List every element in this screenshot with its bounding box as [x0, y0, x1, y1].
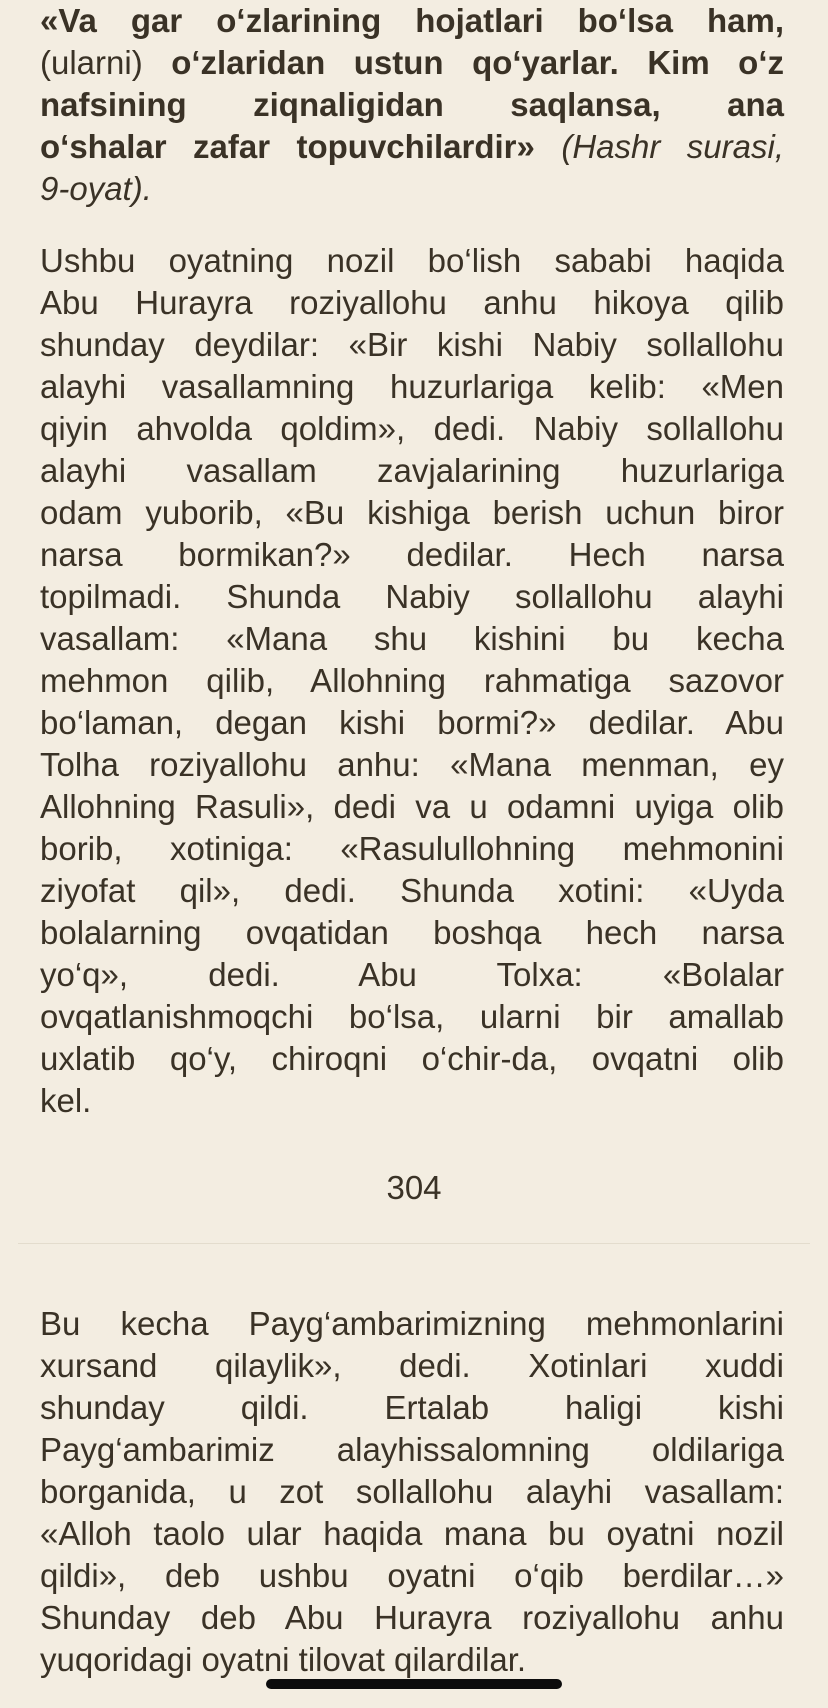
text-line: qildi», deb ushbu oyatni o‘qib berdilar…» — [40, 1557, 784, 1594]
text-line: ovqatlanishmoqchi bo‘lsa, ularni bir amallab — [40, 998, 784, 1035]
text-line: Bu kecha Payg‘ambarimizning mehmonlarini — [40, 1305, 784, 1342]
paragraph-1 — [40, 240, 784, 1122]
text-line: shunday qildi. Ertalab haligi kishi — [40, 1389, 784, 1426]
verse-plain-text: (ularni) — [40, 44, 172, 81]
text-line: xursand qilaylik», dedi. Xotinlari xuddi — [40, 1347, 784, 1384]
verse-line — [40, 42, 784, 84]
verse-reference: 9-oyat). — [40, 170, 152, 207]
reading-page-top — [40, 0, 784, 1122]
home-indicator[interactable] — [266, 1679, 562, 1689]
text-line: «Alloh taolo ular haqida mana bu oyatni nozil — [40, 1515, 784, 1552]
verse-reference: (Hashr surasi, — [534, 128, 784, 165]
text-line: ziyofat qil», dedi. Shunda xotini: «Uyda — [40, 872, 784, 909]
page-number: 304 — [386, 1169, 442, 1206]
text-line: borganida, u zot sollallohu alayhi vasallam: — [40, 1473, 784, 1510]
text-line: bolalarning ovqatidan boshqa hech narsa — [40, 914, 784, 951]
verse-bold-text: nafsining ziqnaligidan saqlansa, ana — [40, 86, 784, 123]
text-line: Allohning Rasuli», dedi va u odamni uyiga olib — [40, 788, 784, 825]
text-line: mehmon qilib, Allohning rahmatiga sazovor — [40, 662, 784, 699]
text-line: narsa bormikan?» dedilar. Hech narsa — [40, 536, 784, 573]
text-line: uxlatib qo‘y, chiroqni o‘chir-da, ovqatni olib — [40, 1040, 784, 1077]
text-line: bo‘laman, degan kishi bormi?» dedilar. Abu — [40, 704, 784, 741]
verse-line — [40, 84, 784, 126]
text-line: Ushbu oyatning nozil bo‘lish sababi haqida — [40, 242, 784, 279]
verse-bold-text: o‘shalar zafar topuvchilardir» — [40, 128, 535, 165]
text-line: alayhi vasallamning huzurlariga kelib: «Men — [40, 368, 784, 405]
text-line: Shunday deb Abu Hurayra roziyallohu anhu — [40, 1599, 784, 1636]
text-line: shunday deydilar: «Bir kishi Nabiy sollallohu — [40, 326, 784, 363]
verse-line — [40, 0, 784, 42]
text-line: yo‘q», dedi. Abu Tolxa: «Bolalar — [40, 956, 784, 993]
text-line: odam yuborib, «Bu kishiga berish uchun biror — [40, 494, 784, 531]
paragraph-2 — [40, 1303, 784, 1681]
text-line: yuqoridagi oyatni tilovat qilardilar. — [40, 1641, 527, 1678]
verse-quote — [40, 0, 784, 210]
text-line: topilmadi. Shunda Nabiy sollallohu alayhi — [40, 578, 784, 615]
text-line: qiyin ahvolda qoldim», dedi. Nabiy sollallohu — [40, 410, 784, 447]
text-line: alayhi vasallam zavjalarining huzurlariga — [40, 452, 784, 489]
paragraph-spacer — [40, 210, 784, 240]
text-line: borib, xotiniga: «Rasulullohning mehmonini — [40, 830, 784, 867]
text-line: Tolha roziyallohu anhu: «Mana menman, ey — [40, 746, 784, 783]
verse-bold-text: o‘zlaridan ustun qo‘yarlar. Kim o‘z — [171, 44, 784, 81]
text-line: Payg‘ambarimiz alayhissalomning oldilariga — [40, 1431, 784, 1468]
text-line: Abu Hurayra roziyallohu anhu hikoya qilib — [40, 284, 784, 321]
text-line: kel. — [40, 1082, 92, 1119]
verse-line — [40, 126, 784, 168]
verse-bold-text: «Va gar o‘zlarining hojatlari bo‘lsa ham, — [40, 2, 784, 39]
reading-page-bottom — [40, 1303, 784, 1681]
text-line: vasallam: «Mana shu kishini bu kecha — [40, 620, 784, 657]
verse-line — [40, 168, 784, 210]
page-divider — [18, 1243, 810, 1244]
